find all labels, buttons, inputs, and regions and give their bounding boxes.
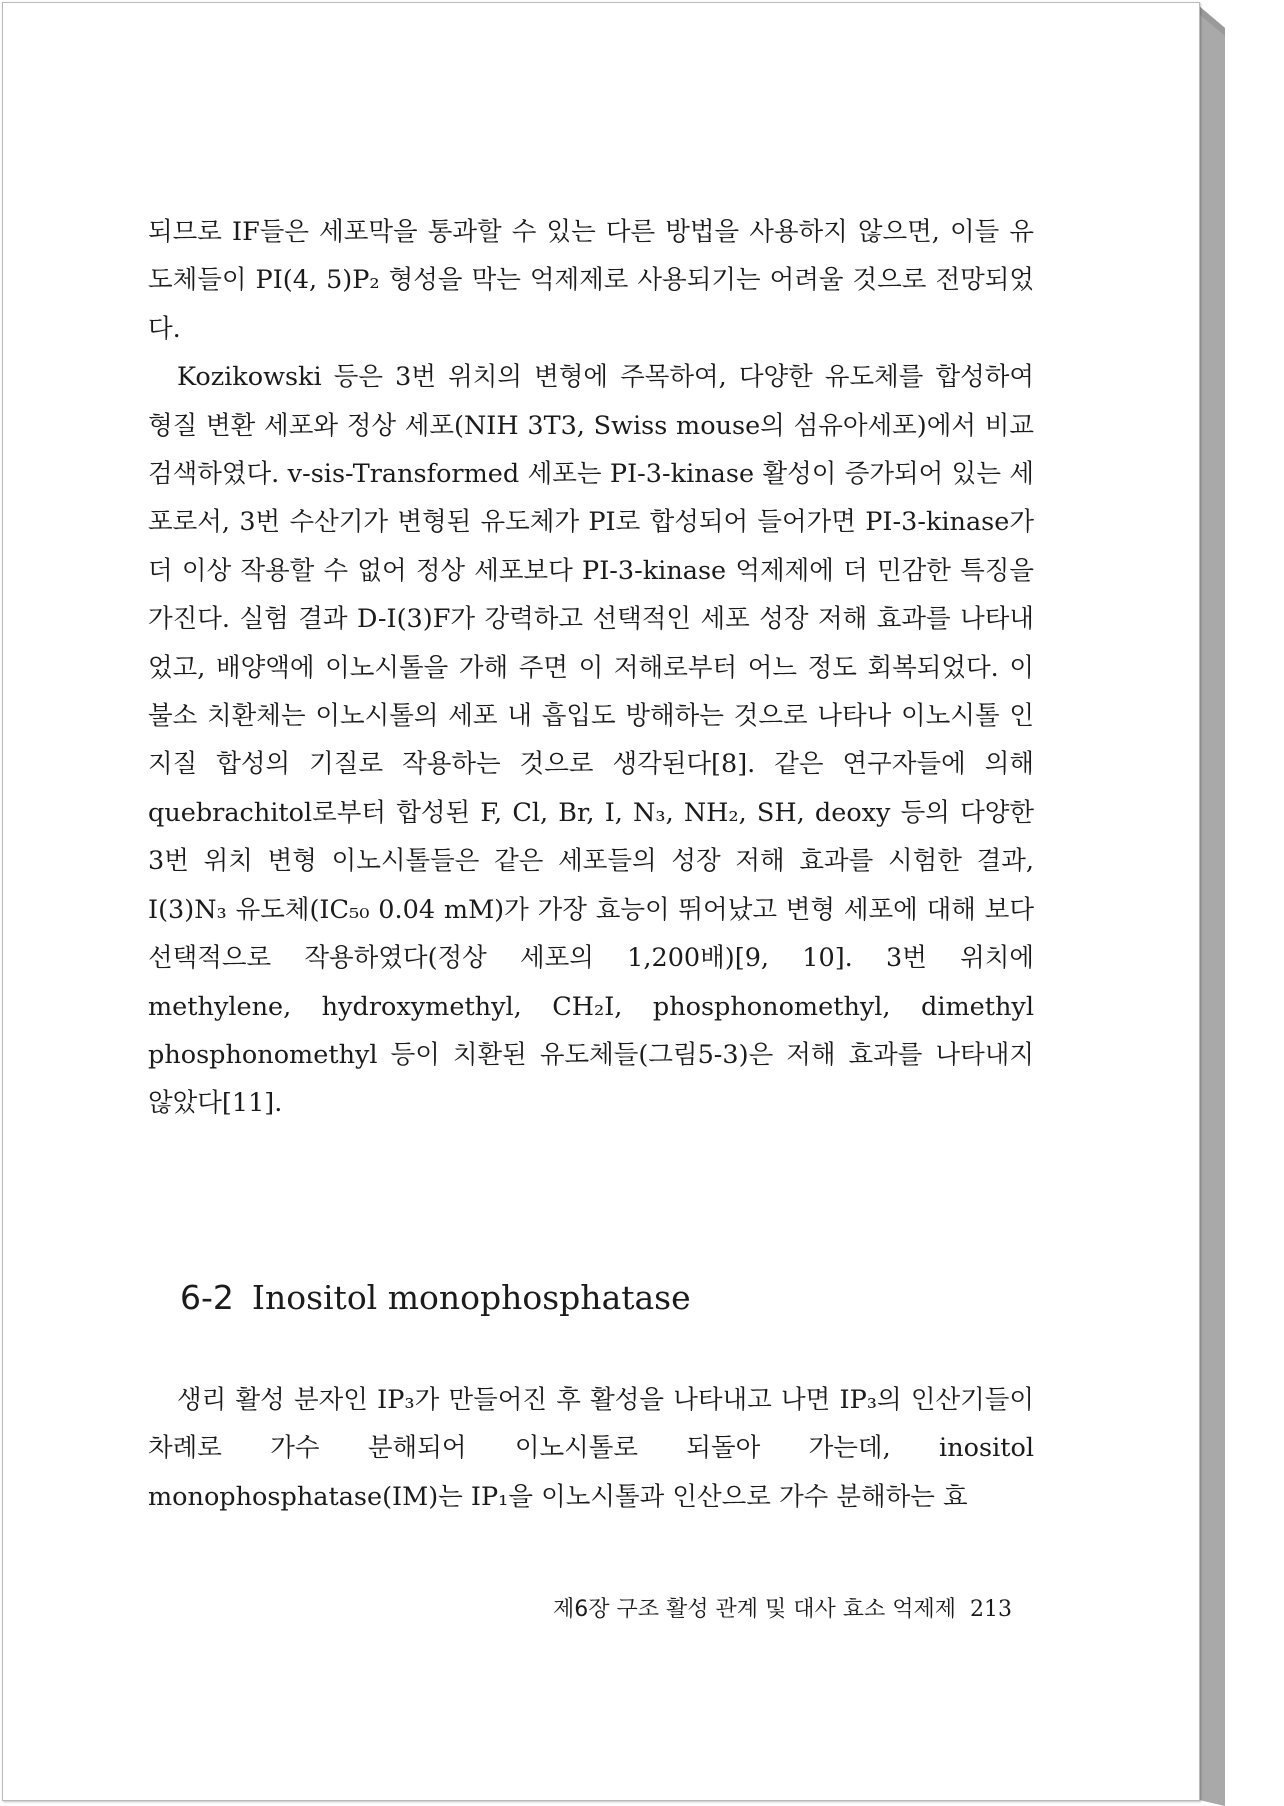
running-footer — [500, 1592, 1012, 1628]
section-number: 6-2 — [180, 1278, 234, 1317]
section-title: Inositol monophosphatase — [251, 1278, 691, 1317]
paragraph: 생리 활성 분자인 IP₃가 만들어진 후 활성을 나타내고 나면 IP₃의 인산기들이 차례로 가수 분해되어 이노시톨로 되돌아 가는데, inositol monophosphatase(IM)는 IP₁을 이노시톨과 인산으로 가수 분해하는 효 — [148, 1385, 1034, 1512]
paragraph: 되므로 IF들은 세포막을 통과할 수 있는 다른 방법을 사용하지 않으면, 이들 유도체들이 PI(4, 5)P₂ 형성을 막는 억제제로 사용되기는 어려울 것으로 전망되었다. — [148, 217, 1034, 344]
section-heading — [180, 1274, 691, 1322]
page-edge-graphic — [1199, 6, 1279, 1806]
running-title: 제6장 구조 활성 관계 및 대사 효소 억제제 — [553, 1597, 956, 1622]
paragraph: Kozikowski 등은 3번 위치의 변형에 주목하여, 다양한 유도체를 합성하여 형질 변환 세포와 정상 세포(NIH 3T3, Swiss mouse의 섬유아세포)에서 비교 검색하였다. v-sis-Transformed 세포는 PI-3-kinase 활성이 증가되어 있는 세포로서, 3번 수산기가 변형된 유도체가 PI로 합성되어 들어가면 PI-3-kinase가 더 이상 작용할 수 없어 정상 세포보다 PI-3-kinase 억제제에 더 민감한 특징을 가진다. 실험 결과 D-I(3)F가 강력하고 선택적인 세포 성장 저해 효과를 나타내었고, 배양액에 이노시톨을 가해 주면 이 저해로부터 어느 정도 회복되었다. 이 불소 치환체는 이노시톨의 세포 내 흡입도 방해하는 것으로 나타나 이노시톨 인지질 합성의 기질로 작용하는 것으로 생각된다[8]. 같은 연구자들에 의해 quebrachitol로부터 합성된 F, Cl, Br, I, N₃, NH₂, SH, deoxy 등의 다양한 3번 위치 변형 이노시톨들은 같은 세포들의 성장 저해 효과를 시험한 결과, I(3)N₃ 유도체(IC₅₀ 0.04 mM)가 가장 효능이 뛰어났고 변형 세포에 대해 보다 선택적으로 작용하였다(정상 세포의 1,200배)[9, 10]. 3번 위치에 methylene, hydroxymethyl, CH₂I, phosphonomethyl, dimethyl phosphonomethyl 등이 치환된 유도체들(그림5-3)은 저해 효과를 나타내지 않았다[11]. — [148, 362, 1034, 1119]
body-text-bottom — [148, 1376, 1034, 1521]
body-text-top — [148, 208, 1034, 1128]
page-number: 213 — [970, 1597, 1012, 1622]
